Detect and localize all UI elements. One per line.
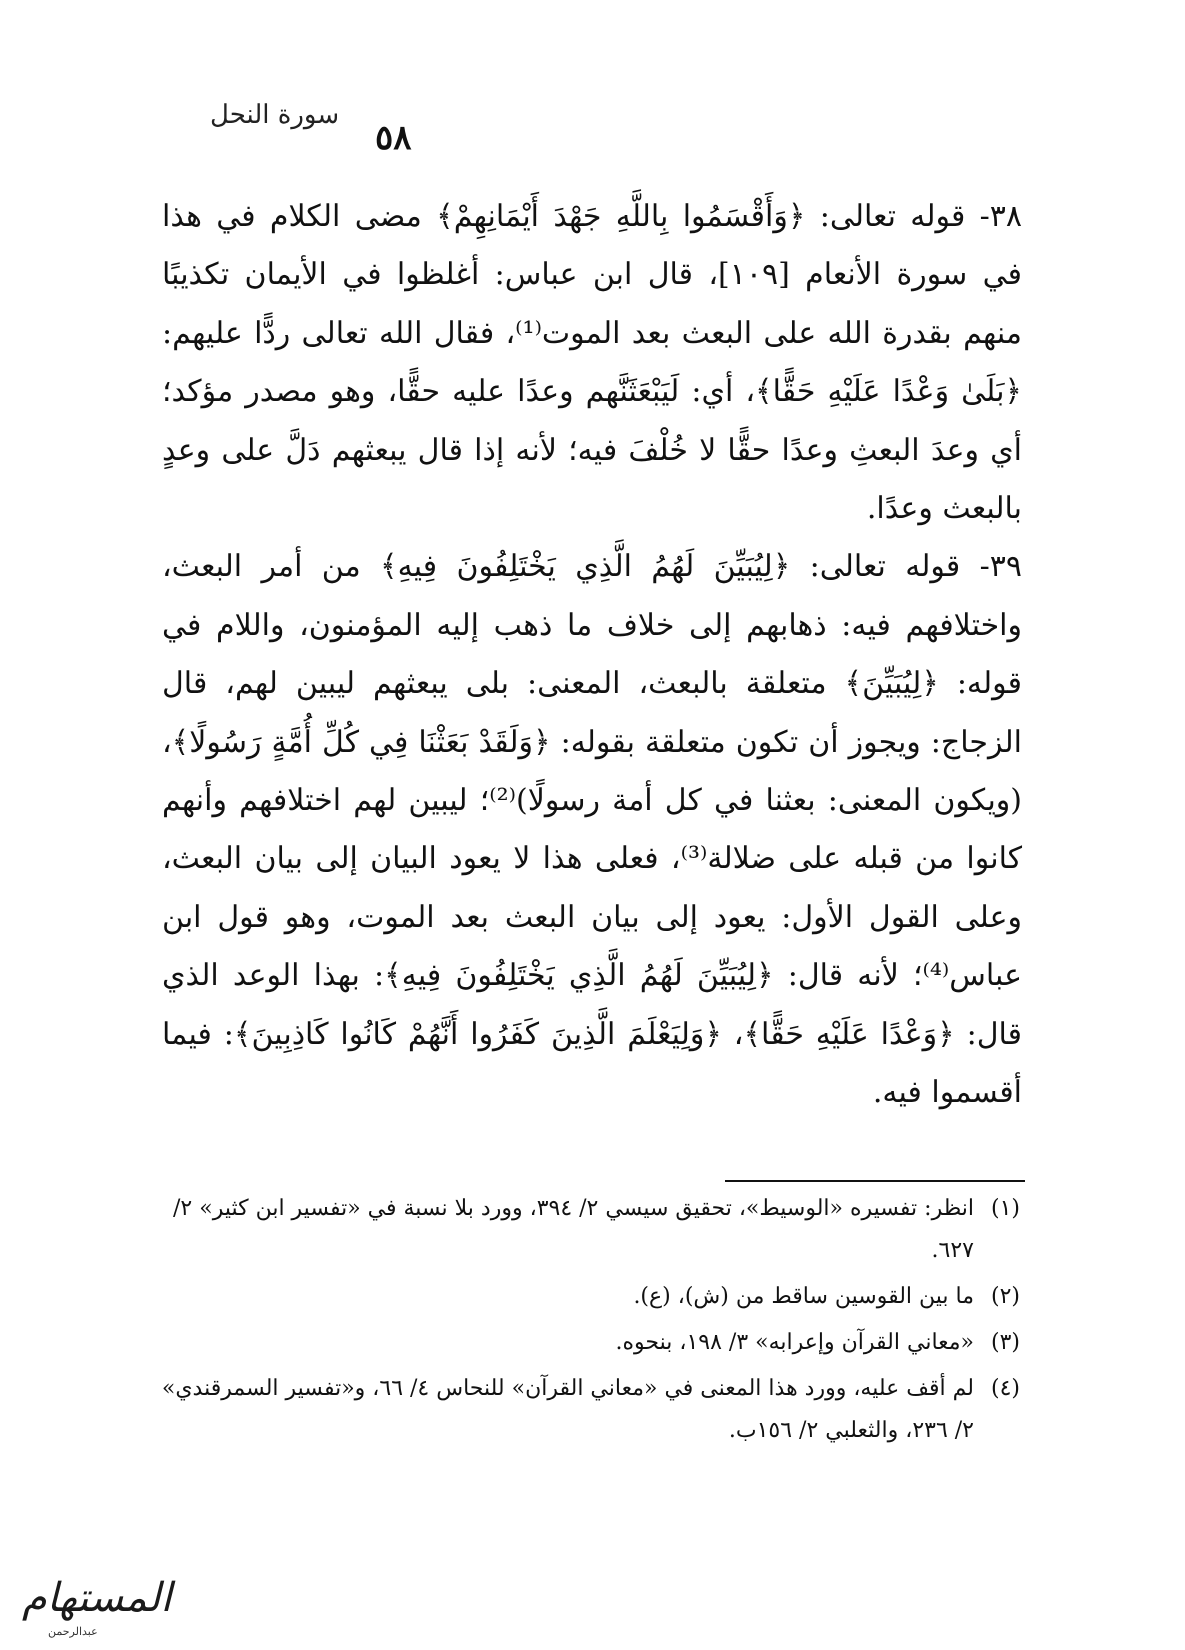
footnote-3 — [150, 1322, 1020, 1364]
footnote-text: «معاني القرآن وإعرابه» ٣/ ١٩٨، بنحوه. — [615, 1330, 974, 1355]
footnote-divider — [725, 1180, 1025, 1182]
footnote-number: (١) — [990, 1196, 1020, 1221]
page-header — [170, 100, 1025, 170]
logo-subtext: عبدالرحمن — [48, 1625, 98, 1638]
footnote-number: (٤) — [990, 1376, 1020, 1401]
paragraph-verse-38: ٣٨- قوله تعالى: ﴿وَأَقْسَمُوا بِاللَّهِ جَهْدَ أَيْمَانِهِمْ﴾ مضى الكلام في هذا في سورة الأنعام [١٠٩]، قال ابن عباس: أغلظوا في الأيمان تكذيبًا منهم بقدرة الله على البعث بعد الموت⁽¹⁾، فقال الله تعالى ردًّا عليهم: ﴿بَلَىٰ وَعْدًا عَلَيْهِ حَقًّا﴾، أي: لَيَبْعَثَنَّهم وعدًا عليه حقًّا، وهو مصدر مؤكد؛ أي وعدَ البعثِ وعدًا حقًّا لا خُلْفَ فيه؛ لأنه إذا قال يبعثهم دَلَّ على وعدٍ بالبعث وعدًا. — [162, 199, 1022, 527]
footnote-1 — [150, 1188, 1020, 1272]
logo-text: المستهام — [22, 1575, 172, 1621]
footnote-text: ما بين القوسين ساقط من (ش)، (ع). — [633, 1284, 974, 1309]
paragraph-verse-39: ٣٩- قوله تعالى: ﴿لِيُبَيِّنَ لَهُمُ الَّذِي يَخْتَلِفُونَ فِيهِ﴾ من أمر البعث، واختلافهم فيه: ذهابهم إلى خلاف ما ذهب إليه المؤمنون، واللام في قوله: ﴿لِيُبَيِّنَ﴾ متعلقة بالبعث، المعنى: بلى يبعثهم ليبين لهم، قال الزجاج: ويجوز أن تكون متعلقة بقوله: ﴿وَلَقَدْ بَعَثْنَا فِي كُلِّ أُمَّةٍ رَسُولًا﴾، (ويكون المعنى: بعثنا في كل أمة رسولًا)⁽²⁾؛ ليبين لهم اختلافهم وأنهم كانوا من قبله على ضلالة⁽³⁾، فعلى هذا لا يعود البيان إلى بيان البعث، وعلى القول الأول: يعود إلى بيان البعث بعد الموت، وهو قول ابن عباس⁽⁴⁾؛ لأنه قال: ﴿لِيُبَيِّنَ لَهُمُ الَّذِي يَخْتَلِفُونَ فِيهِ﴾: بهذا الوعد الذي قال: ﴿وَعْدًا عَلَيْهِ حَقًّا﴾، ﴿وَلِيَعْلَمَ الَّذِينَ كَفَرُوا أَنَّهُمْ كَانُوا كَاذِبِينَ﴾: فيما أقسموا فيه. — [162, 549, 1023, 1111]
watermark-logo — [8, 1575, 183, 1643]
footnote-text: لم أقف عليه، وورد هذا المعنى في «معاني القرآن» للنحاس ٤/ ٦٦، و«تفسير السمرقندي» ٢/ ٢٣٦، والثعلبي ٢/ ١٥٦ب. — [161, 1376, 974, 1443]
surah-title: سورة النحل — [210, 100, 340, 130]
footnote-4 — [150, 1368, 1020, 1452]
footnote-text: انظر: تفسيره «الوسيط»، تحقيق سيسي ٢/ ٣٩٤، وورد بلا نسبة في «تفسير ابن كثير» ٢/ ٦٢٧. — [172, 1196, 974, 1263]
footnote-number: (٢) — [990, 1284, 1020, 1309]
main-text — [162, 188, 1022, 1123]
footnote-number: (٣) — [990, 1330, 1020, 1355]
footnote-2 — [150, 1276, 1020, 1318]
page-number: ٥٨ — [375, 118, 412, 158]
footnotes — [150, 1188, 1020, 1456]
